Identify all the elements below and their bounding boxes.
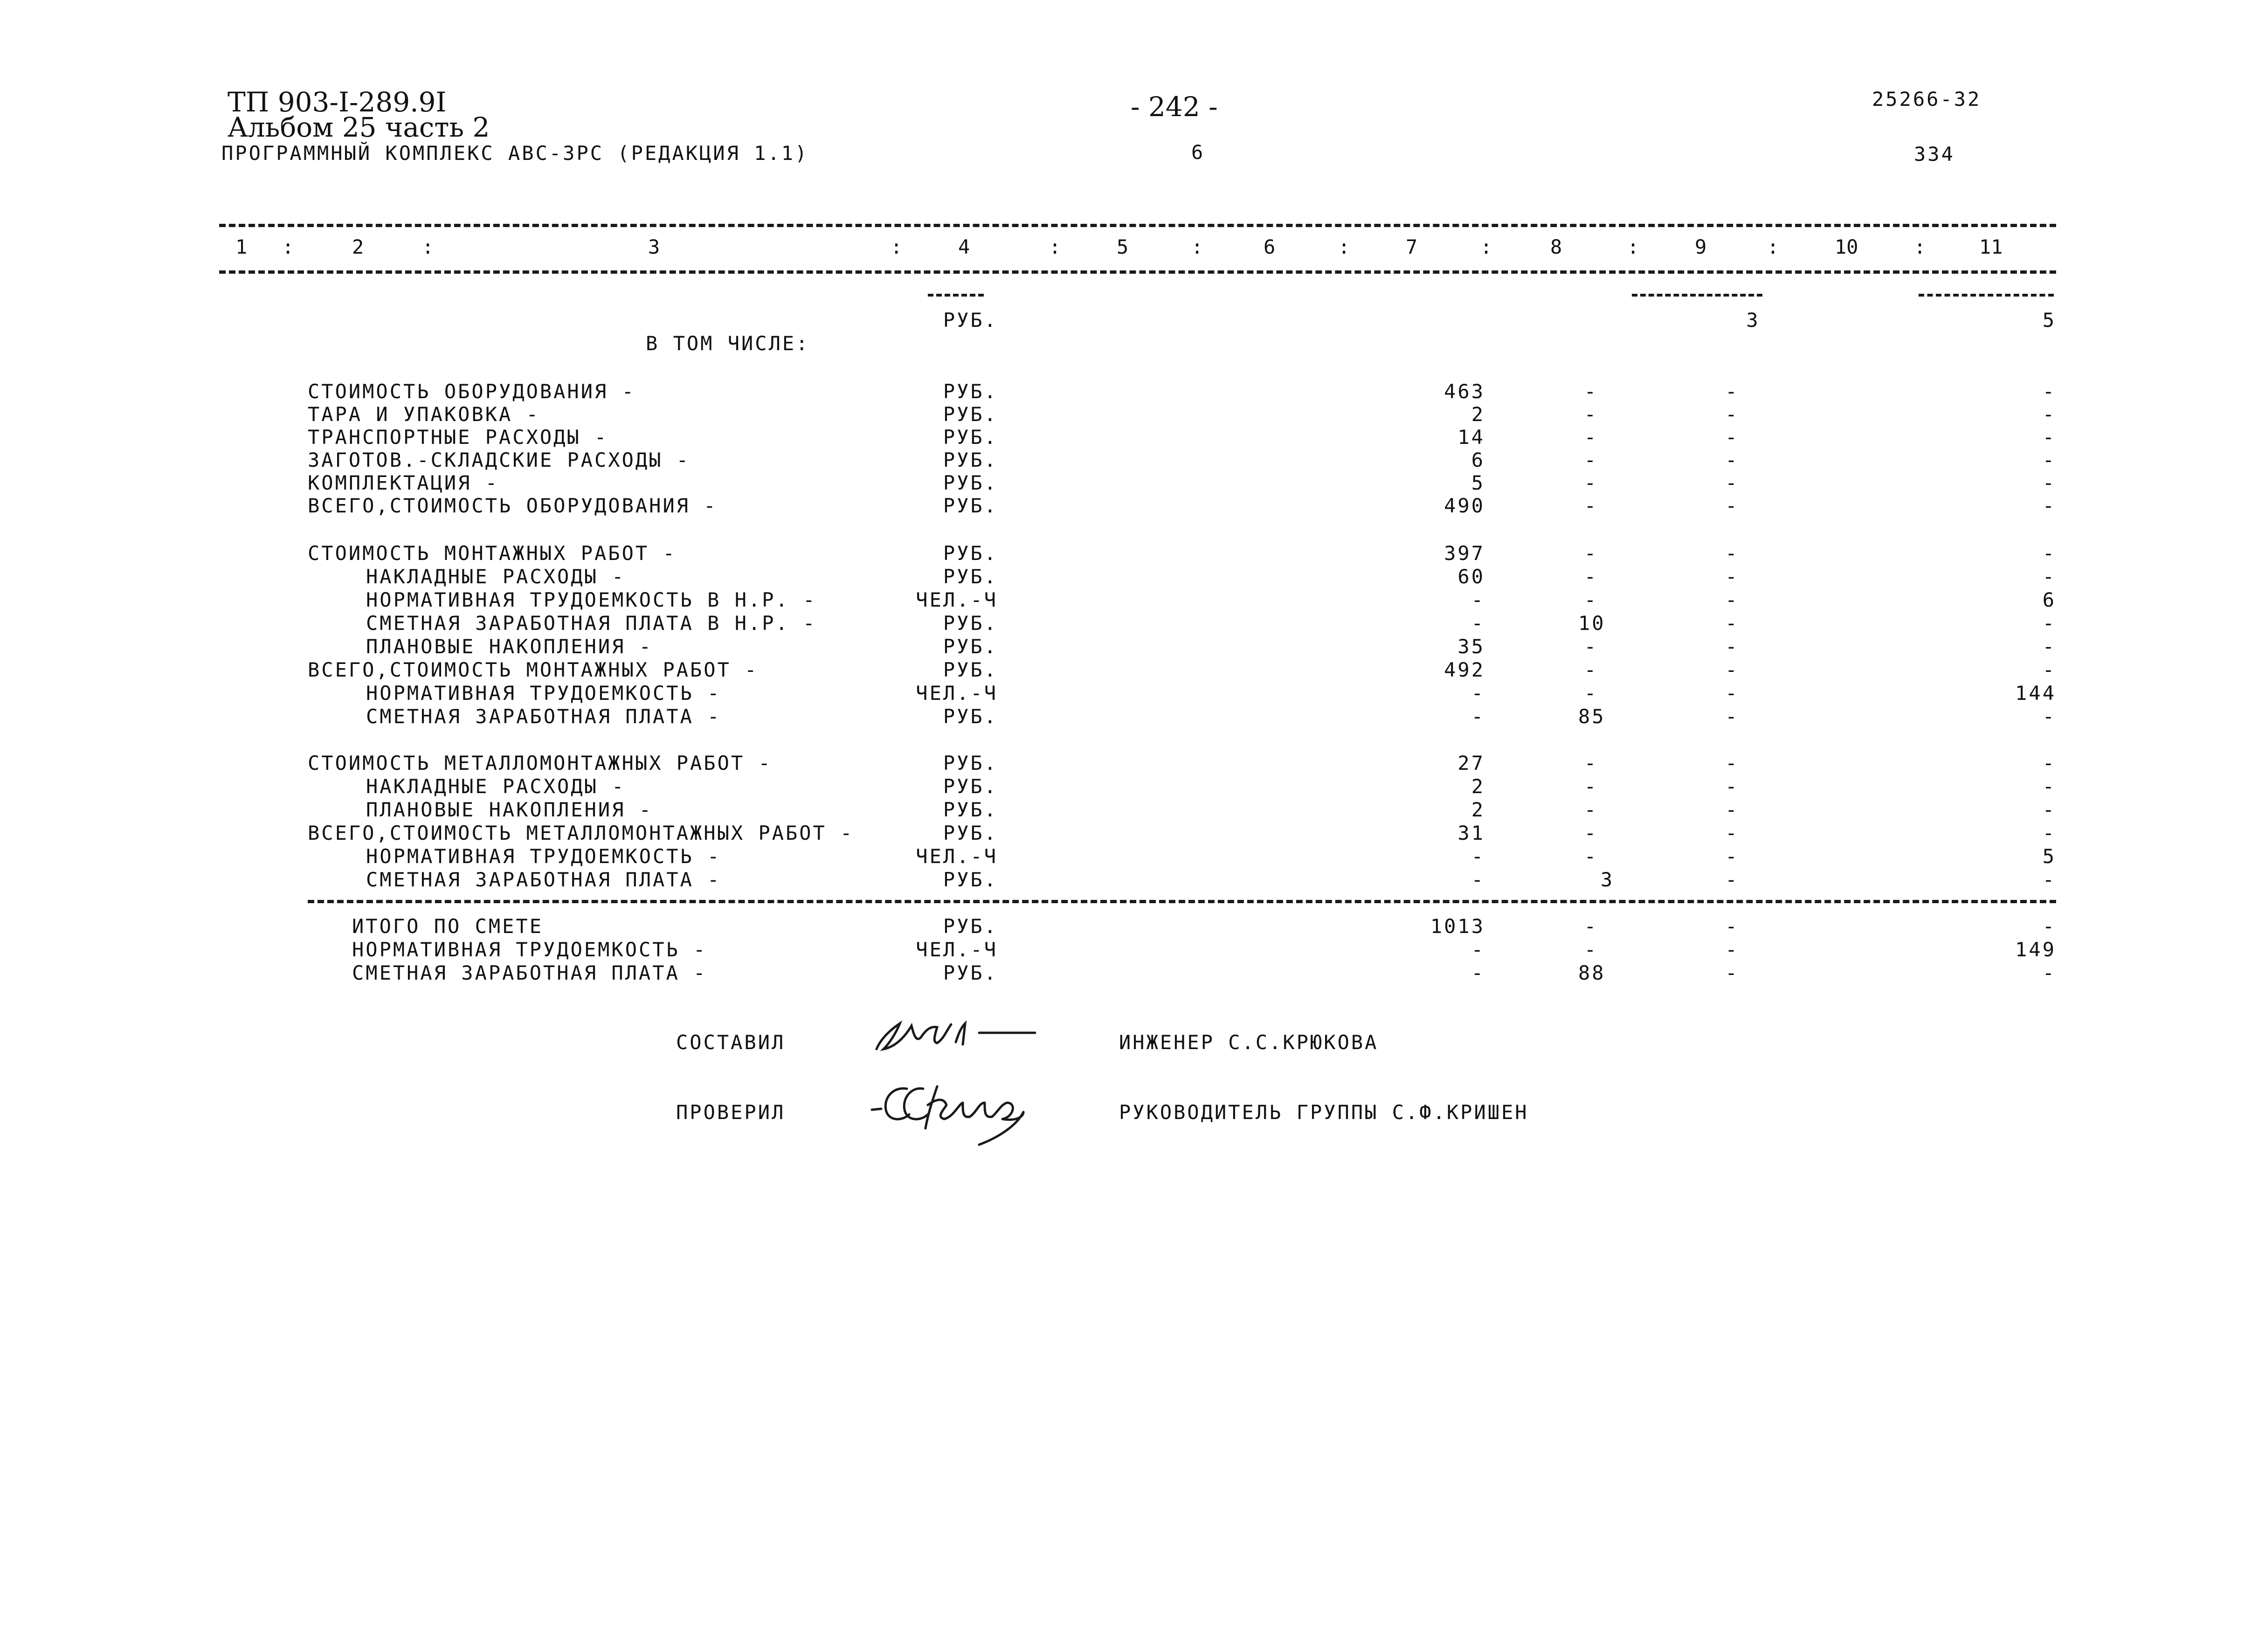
- table-row: ВСЕГО,СТОИМОСТЬ МОНТАЖНЫХ РАБОТ - РУБ. 492 - - -: [308, 658, 2056, 681]
- table-row: ПЛАНОВЫЕ НАКОПЛЕНИЯ - РУБ. 2 - - -: [366, 798, 2056, 821]
- col11-cell: 5: [2042, 309, 2056, 332]
- table-row: ТРАНСПОРТНЫЕ РАСХОДЫ - РУБ. 14 - - -: [308, 426, 2056, 449]
- table-row: СТОИМОСТЬ МОНТАЖНЫХ РАБОТ - РУБ. 397 - - -: [308, 542, 2056, 565]
- table-row: НАКЛАДНЫЕ РАСХОДЫ - РУБ. 2 - - -: [366, 775, 2056, 798]
- col-header-3: 3: [648, 235, 660, 258]
- table-row: НАКЛАДНЫЕ РАСХОДЫ - РУБ. 60 - - -: [366, 565, 2056, 588]
- table-header-rule: [219, 270, 2056, 274]
- col-header-9: 9: [1695, 235, 1707, 258]
- table-top-rule: [219, 224, 2056, 227]
- registration-number: 25266-32: [1872, 88, 1982, 111]
- table-row: ЗАГОТОВ.-СКЛАДСКИЕ РАСХОДЫ - РУБ. 6 - - -: [308, 449, 2056, 471]
- col11-rule: [1919, 294, 2054, 297]
- table-row: ТАРА И УПАКОВКА - РУБ. 2 - - -: [308, 403, 2056, 426]
- col-header-11: 11: [1979, 235, 2003, 258]
- col-header-1: 1: [235, 235, 248, 258]
- compiled-label: СОСТАВИЛ: [676, 1031, 786, 1054]
- totals-rule: [308, 900, 2056, 903]
- document-page: ТП 903-I-289.9I Альбом 25 часть 2 ПРОГРАММНЫЙ КОМПЛЕКС АВС-3РС (РЕДАКЦИЯ 1.1) - 242 - 6 25266-32 334 1 : 2 : 3 : 4 : 5 : 6 : 7 : 8 : 9 : 10 : 11 РУБ. 3 5 В ТОМ ЧИСЛЕ: СТОИМОСТЬ ОБОРУДОВАНИЯ - РУБ. 463 - - - ТАРА И УПАКОВКА - РУБ. 2 - - - ТРАНСПОРТНЫЕ РАСХОДЫ - РУБ. 14 - - - ЗАГОТОВ.-СКЛАДСКИЕ РАСХОДЫ - РУБ. 6 - - - КОМПЛЕКТАЦИЯ - РУБ. 5 - - - ВСЕГО,СТОИМОСТЬ ОБОРУДОВАНИЯ - РУБ. 490 - - - СТОИМОСТЬ МОНТАЖНЫХ РАБОТ - РУБ. 397 - - - НАКЛАДНЫЕ РАСХОДЫ - РУБ. 60 - - - НОРМАТИВНАЯ ТРУДОЕМКОСТЬ В Н.Р. - ЧЕЛ.-Ч - - - 6 СМЕТНАЯ ЗАРАБОТНАЯ ПЛАТА В Н.Р. - РУБ. - 10 - - ПЛАНОВЫЕ НАКОПЛЕНИЯ - РУБ. 35 - - - ВСЕГО,СТОИМОСТЬ МОНТАЖНЫХ РАБОТ - РУБ. 492 - - - НОРМАТИВНАЯ ТРУДОЕМКОСТЬ - ЧЕЛ.-Ч - - - 144 СМЕТНАЯ ЗАРАБОТНАЯ ПЛАТА - РУБ. - 85 - - СТОИМОСТЬ МЕТАЛЛОМОНТАЖНЫХ РАБОТ - РУБ. 27 - - - НАКЛАДНЫЕ РАСХОДЫ - РУБ. 2 - - - ПЛАНОВЫЕ НАКОПЛЕНИЯ - РУБ. 2 - - - ВСЕГО,СТОИМОСТЬ МЕТАЛЛОМОНТАЖНЫХ РАБОТ - РУБ. 31 - - - НОРМАТИВНАЯ ТРУДОЕМКОСТЬ - ЧЕЛ.-Ч - - - 5 СМЕТНАЯ ЗАРАБОТНАЯ ПЛАТА - РУБ. - 3 - - ИТОГО ПО СМЕТЕ РУБ. 1013 - - - НОРМАТИВНАЯ ТРУДОЕМКОСТЬ - ЧЕЛ.-Ч - - - 149 СМЕТНАЯ ЗАРАБОТНАЯ ПЛАТА - РУБ. - 88 - - СОСТАВИЛ ИНЖЕНЕР С.С.КРЮКОВА ПРОВЕРИЛ РУКОВОДИТЕЛЬ ГРУППЫ С.Ф.КРИШЕН: [0, 0, 2258, 1652]
- table-row: СТОИМОСТЬ МЕТАЛЛОМОНТАЖНЫХ РАБОТ - РУБ. 27 - - -: [308, 752, 2056, 774]
- table-row: ВСЕГО,СТОИМОСТЬ ОБОРУДОВАНИЯ - РУБ. 490 - - -: [308, 494, 2056, 517]
- col-header-2: 2: [352, 235, 364, 258]
- checked-by: РУКОВОДИТЕЛЬ ГРУППЫ С.Ф.КРИШЕН: [1119, 1101, 1529, 1124]
- totals-row: НОРМАТИВНАЯ ТРУДОЕМКОСТЬ - ЧЕЛ.-Ч - - - 149: [352, 938, 2056, 961]
- signature-compiled: [867, 1009, 1063, 1061]
- album-label: Альбом 25 часть 2: [228, 111, 490, 143]
- signature-checked: [863, 1077, 1068, 1161]
- table-row: ПЛАНОВЫЕ НАКОПЛЕНИЯ - РУБ. 35 - - -: [366, 635, 2056, 658]
- col-header-7: 7: [1406, 235, 1418, 258]
- table-row: [0, 332, 2258, 354]
- table-row: НОРМАТИВНАЯ ТРУДОЕМКОСТЬ - ЧЕЛ.-Ч - - - 5: [366, 845, 2056, 868]
- col-header-4: 4: [958, 235, 970, 258]
- col-header-10: 10: [1835, 235, 1858, 258]
- col9-cell: 3: [1746, 309, 1760, 332]
- col-header-8: 8: [1550, 235, 1562, 258]
- table-row: СМЕТНАЯ ЗАРАБОТНАЯ ПЛАТА В Н.Р. - РУБ. - 10 - -: [366, 612, 2056, 635]
- sub-number: 6: [1191, 141, 1205, 164]
- table-row: ВСЕГО,СТОИМОСТЬ МЕТАЛЛОМОНТАЖНЫХ РАБОТ - РУБ. 31 - - -: [308, 822, 2056, 844]
- unit-cell: РУБ.: [943, 309, 998, 332]
- totals-row: СМЕТНАЯ ЗАРАБОТНАЯ ПЛАТА - РУБ. - 88 - -: [352, 961, 2056, 984]
- table-row: [0, 309, 2258, 331]
- compiled-by: ИНЖЕНЕР С.С.КРЮКОВА: [1119, 1031, 1379, 1054]
- sheet-number: 334: [1914, 143, 1955, 166]
- table-row: СТОИМОСТЬ ОБОРУДОВАНИЯ - РУБ. 463 - - -: [308, 380, 2056, 403]
- program-title: ПРОГРАММНЫЙ КОМПЛЕКС АВС-3РС (РЕДАКЦИЯ 1.1): [221, 142, 809, 165]
- totals-row: ИТОГО ПО СМЕТЕ РУБ. 1013 - - -: [352, 915, 2056, 938]
- table-row: НОРМАТИВНАЯ ТРУДОЕМКОСТЬ В Н.Р. - ЧЕЛ.-Ч - - - 6: [366, 588, 2056, 611]
- col-header-5: 5: [1117, 235, 1129, 258]
- subheading-in-that-number: В ТОМ ЧИСЛЕ:: [646, 332, 810, 355]
- col9-rule: [1632, 294, 1762, 297]
- col-header-6: 6: [1264, 235, 1276, 258]
- table-row: СМЕТНАЯ ЗАРАБОТНАЯ ПЛАТА - РУБ. - 85 - -: [366, 705, 2056, 728]
- checked-label: ПРОВЕРИЛ: [676, 1101, 786, 1124]
- table-row: КОМПЛЕКТАЦИЯ - РУБ. 5 - - -: [308, 471, 2056, 494]
- table-row: СМЕТНАЯ ЗАРАБОТНАЯ ПЛАТА - РУБ. - 3 - -: [366, 868, 2056, 891]
- unit-rule: [928, 294, 984, 297]
- page-number: - 242 -: [1131, 91, 1218, 123]
- table-row: НОРМАТИВНАЯ ТРУДОЕМКОСТЬ - ЧЕЛ.-Ч - - - 144: [366, 682, 2056, 705]
- doc-code: ТП 903-I-289.9I: [228, 86, 447, 118]
